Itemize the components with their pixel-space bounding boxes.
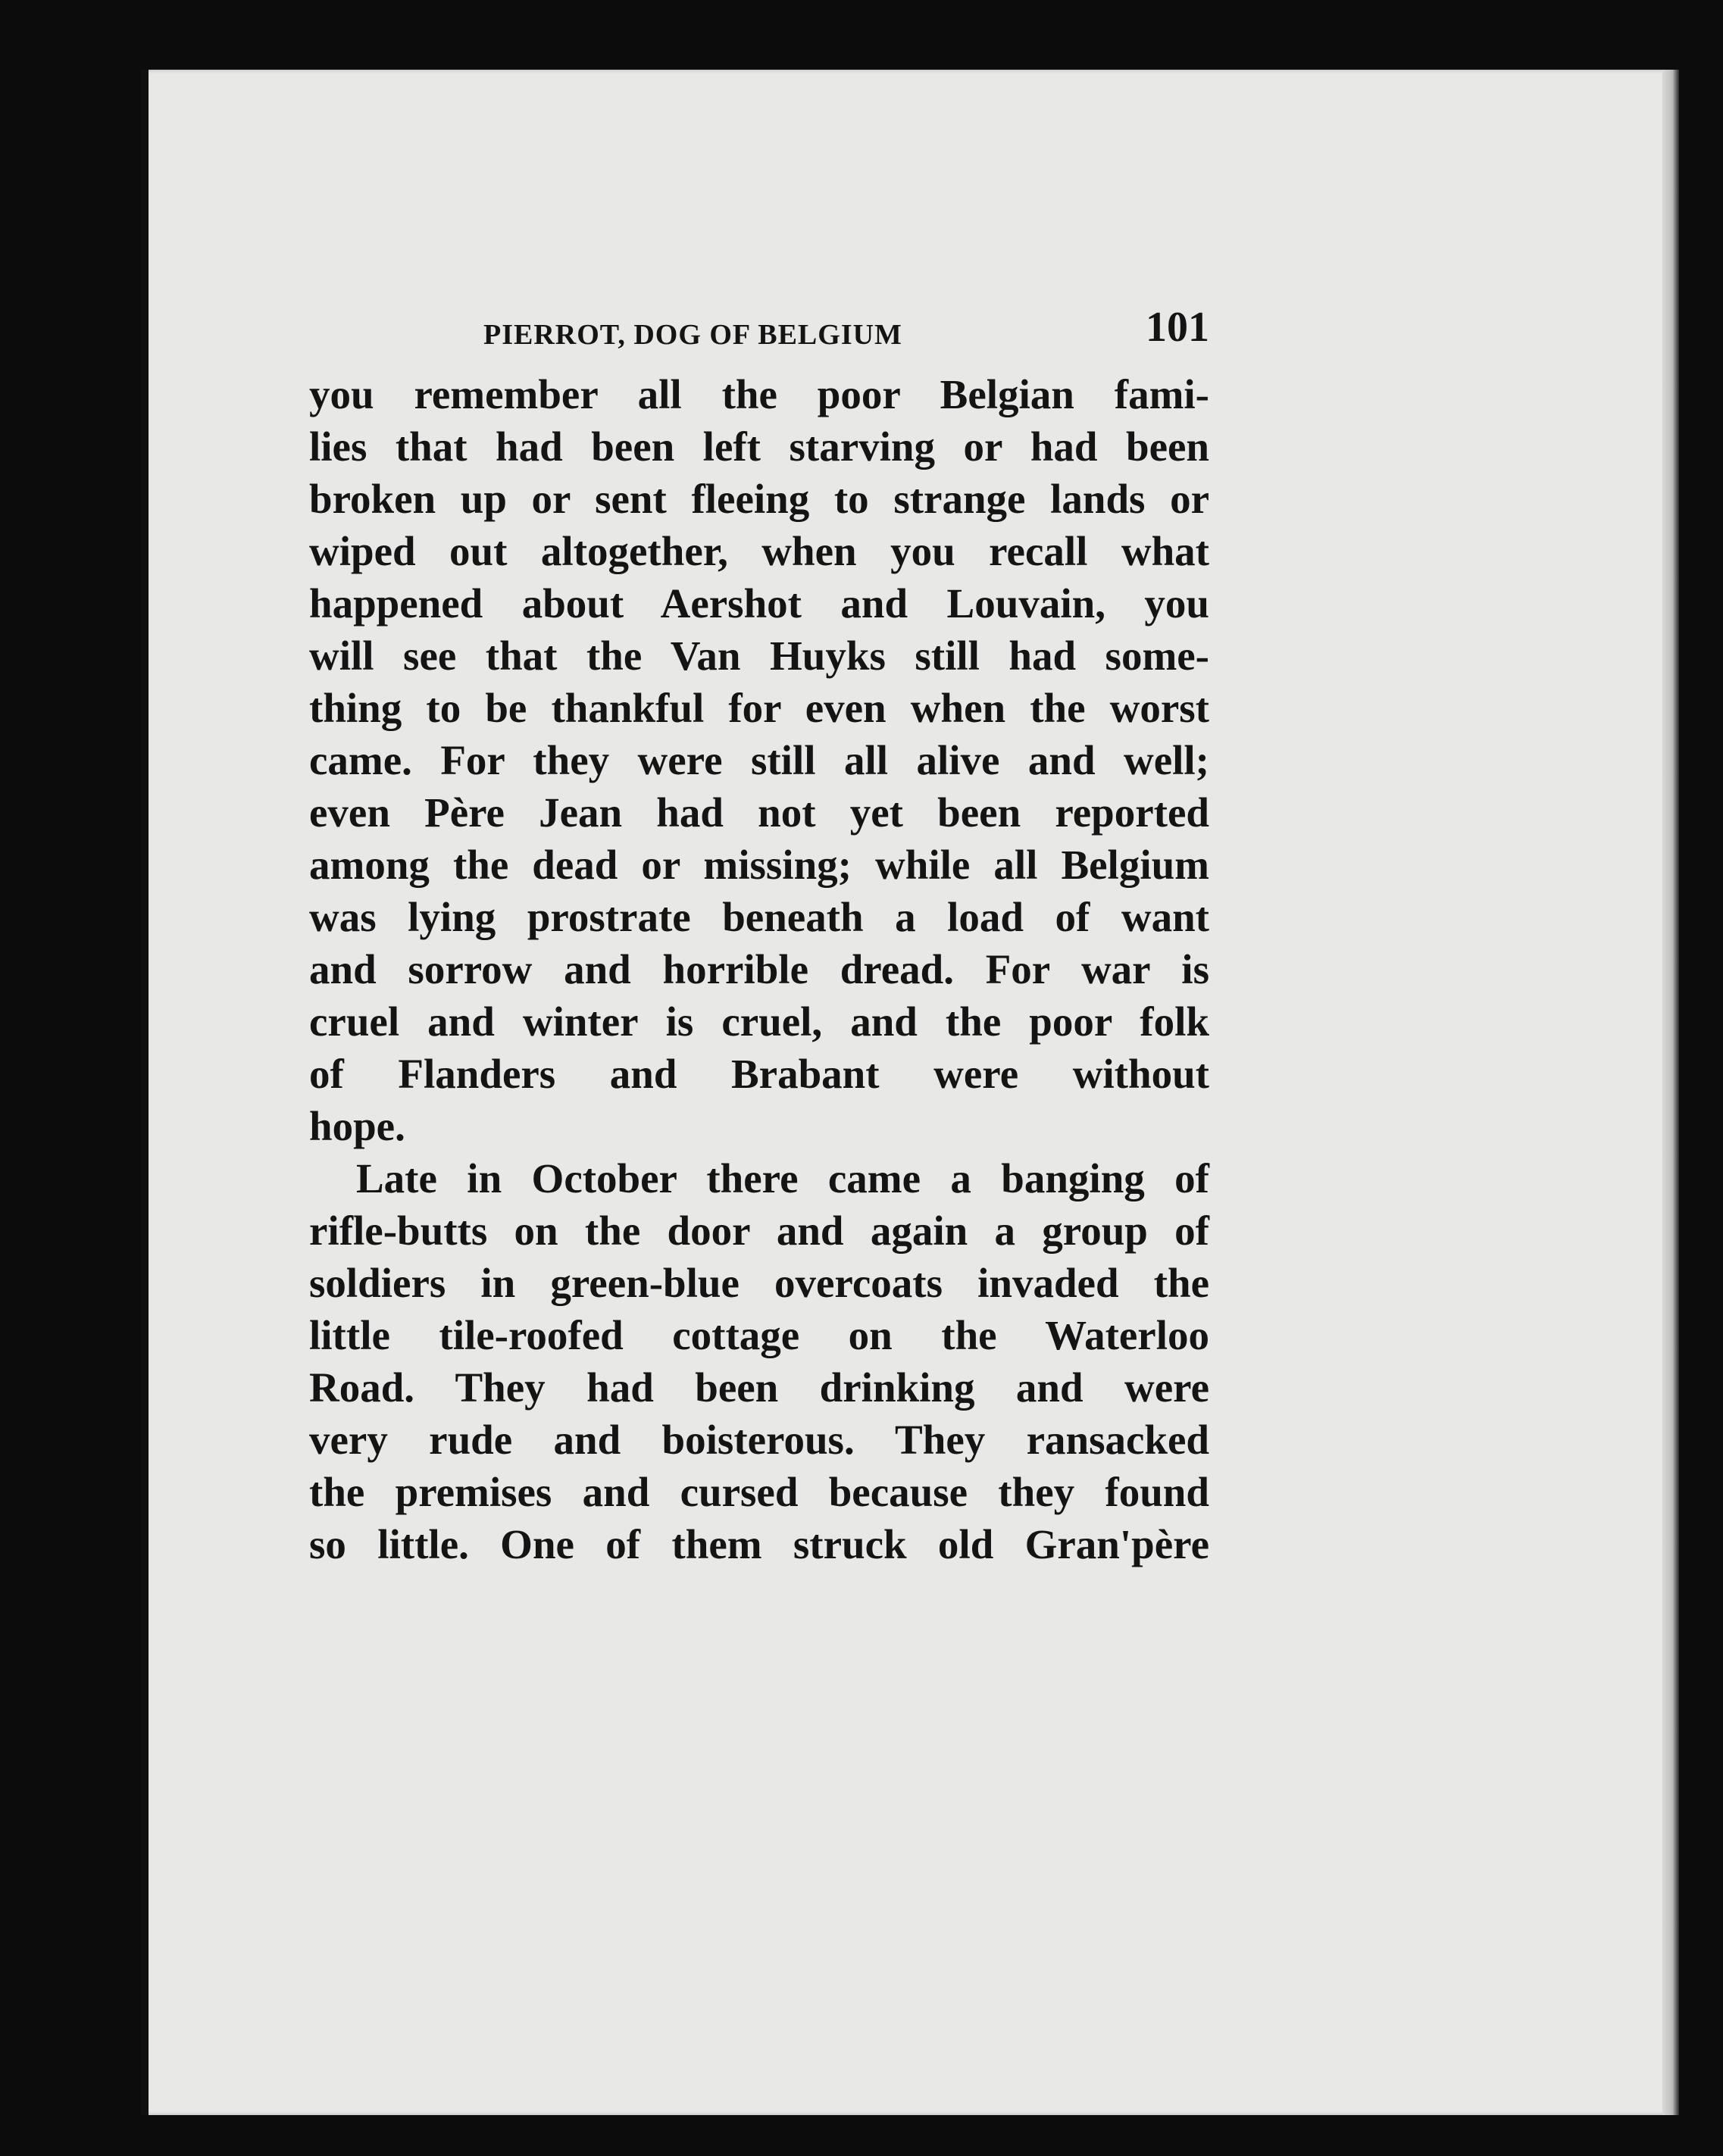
text-line: you remember all the poor Belgian fami- [309, 371, 1209, 417]
text-line: Road. They had been drinking and were [309, 1364, 1209, 1411]
text-line: Late in October there came a banging of [356, 1155, 1209, 1201]
text-line: came. For they were still all alive and well; [309, 737, 1209, 783]
text-line: broken up or sent fleeing to strange lands or [309, 476, 1209, 522]
running-title: PIERROT, DOG OF BELGIUM [483, 319, 902, 351]
text-line: so little. One of them struck old Gran'père [309, 1521, 1209, 1567]
paragraph-2 [309, 1152, 1209, 1570]
text-line: hope. [309, 1103, 405, 1149]
text-line: and sorrow and horrible dread. For war is [309, 946, 1209, 992]
running-header [309, 303, 1209, 368]
text-line: little tile-roofed cottage on the Waterloo [309, 1312, 1209, 1358]
text-line: thing to be thankful for even when the worst [309, 685, 1209, 731]
text-line: was lying prostrate beneath a load of want [309, 894, 1209, 940]
text-line: soldiers in green-blue overcoats invaded the [309, 1260, 1209, 1306]
page-edge [1662, 70, 1679, 2115]
text-line: of Flanders and Brabant were without [309, 1051, 1209, 1097]
text-line: wiped out altogether, when you recall what [309, 528, 1209, 574]
text-line: rifle-butts on the door and again a group of [309, 1208, 1209, 1254]
text-block [309, 303, 1209, 1570]
text-line: even Père Jean had not yet been reported [309, 789, 1209, 836]
text-line: very rude and boisterous. They ransacked [309, 1417, 1209, 1463]
text-line: happened about Aershot and Louvain, you [309, 580, 1209, 626]
text-line: lies that had been left starving or had been [309, 423, 1209, 470]
text-line: the premises and cursed because they found [309, 1469, 1209, 1515]
paragraph-1 [309, 368, 1209, 1152]
page-number: 101 [1146, 304, 1209, 351]
text-line: will see that the Van Huyks still had some- [309, 633, 1209, 679]
text-line: among the dead or missing; while all Belgium [309, 842, 1209, 888]
text-line: cruel and winter is cruel, and the poor folk [309, 998, 1209, 1045]
book-page [141, 70, 1679, 2115]
